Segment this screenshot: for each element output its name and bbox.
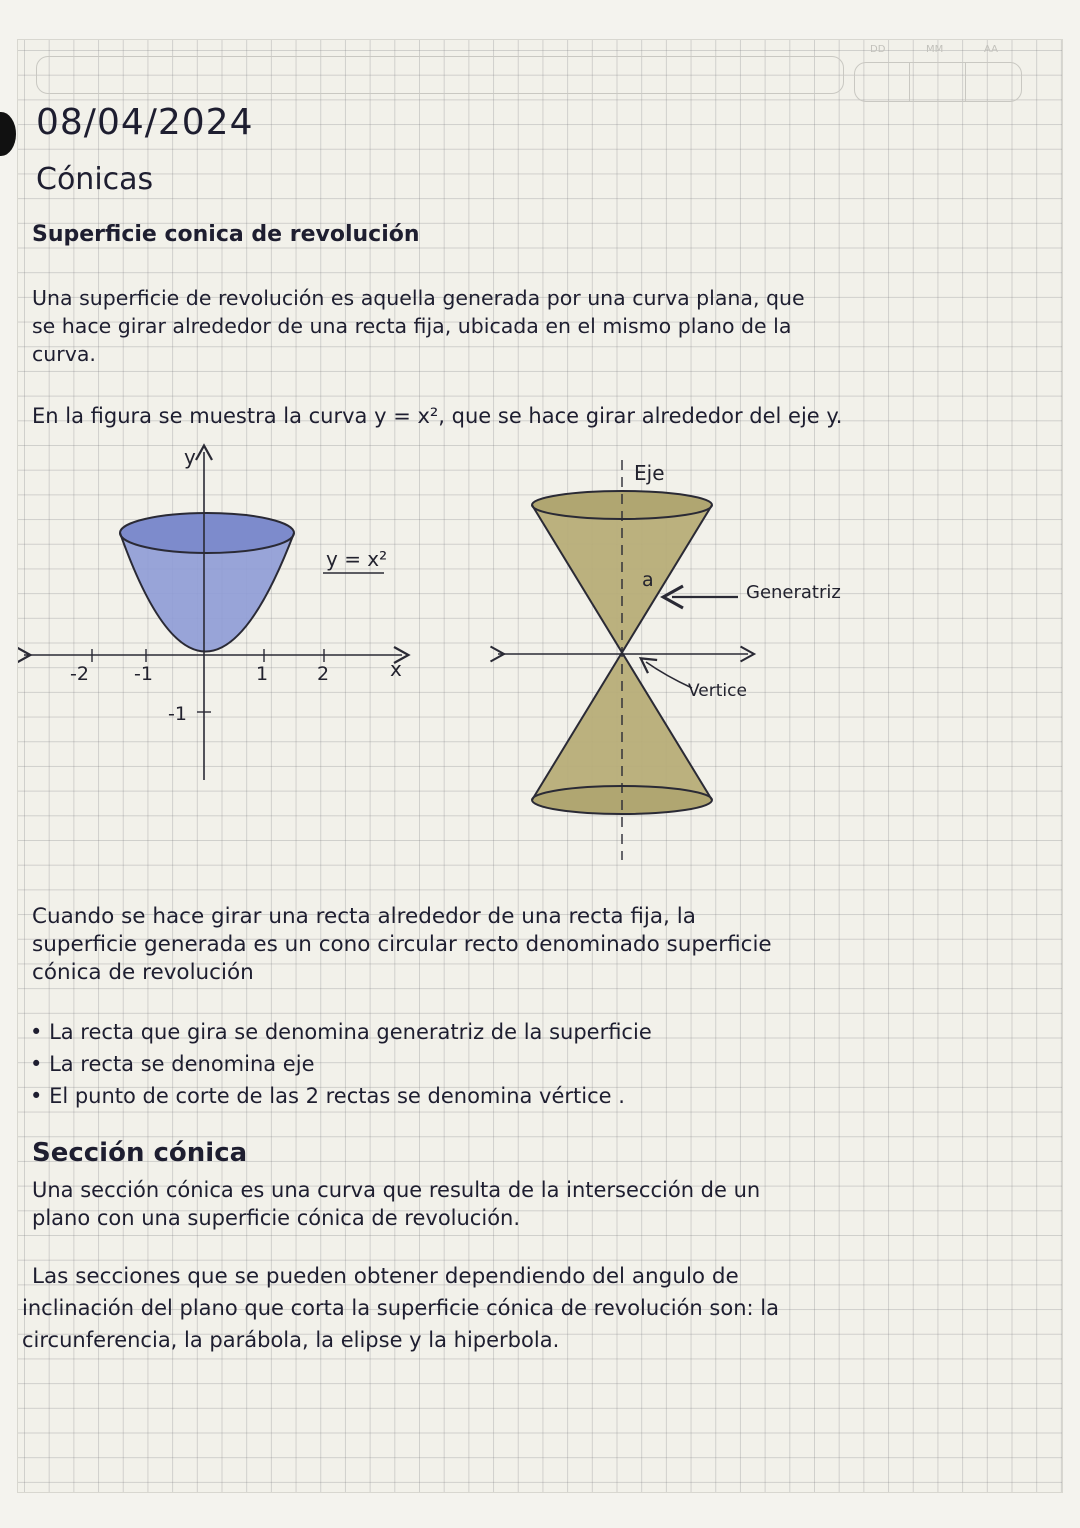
page-title: Cónicas xyxy=(36,162,154,197)
header-title-box xyxy=(36,56,844,94)
paragraph-line: circunferencia, la parábola, la elipse y la hiperbola. xyxy=(22,1328,560,1352)
paragraph-line: cónica de revolución xyxy=(32,960,254,985)
note-date: 08/04/2024 xyxy=(36,102,254,143)
cone-figure xyxy=(470,440,890,880)
axis-label: Eje xyxy=(634,461,665,485)
section-heading-conic: Sección cónica xyxy=(32,1138,248,1168)
y-tick-label: -1 xyxy=(168,703,187,725)
paragraph-line: curva. xyxy=(32,342,96,366)
angle-label: a xyxy=(642,569,654,591)
x-axis-label: x xyxy=(390,657,402,681)
bullet-item: • La recta que gira se denomina generatriz de la superficie xyxy=(30,1020,652,1044)
lower-cone xyxy=(532,654,712,800)
bullet-text: La recta que gira se denomina generatriz de la superficie xyxy=(49,1020,652,1044)
paragraph-line: inclinación del plano que corta la superficie cónica de revolución son: la xyxy=(22,1296,779,1320)
header-date-box xyxy=(854,62,1022,102)
bullet-item: • La recta se denomina eje xyxy=(30,1052,315,1076)
paragraph-line: Cuando se hace girar una recta alrededor de una recta fija, la xyxy=(32,904,696,929)
generatrix-label: Generatriz xyxy=(746,582,841,603)
paragraph-line: plano con una superficie cónica de revolución. xyxy=(32,1206,521,1230)
x-tick-label: -1 xyxy=(134,663,153,685)
binder-hole xyxy=(0,112,16,156)
paragraph-line: Las secciones que se pueden obtener dependiendo del angulo de xyxy=(32,1264,739,1289)
header-mark-day: DD xyxy=(870,44,886,55)
y-axis-label: y xyxy=(184,445,196,469)
paraboloid-rim xyxy=(120,513,294,553)
bullet-text: El punto de corte de las 2 rectas se denomina vértice . xyxy=(49,1084,625,1108)
x-tick-label: 2 xyxy=(317,663,330,685)
x-tick-label: -2 xyxy=(70,663,89,685)
bullet-text: La recta se denomina eje xyxy=(49,1052,315,1076)
paragraph-line: superficie generada es un cono circular recto denominado superficie xyxy=(32,932,772,957)
section-heading-surface: Superficie conica de revolución xyxy=(32,222,420,247)
header-mark-month: MM xyxy=(926,44,944,55)
bullet-item: • El punto de corte de las 2 rectas se denomina vértice . xyxy=(30,1084,625,1108)
x-tick-label: 1 xyxy=(256,663,269,685)
paragraph-line: se hace girar alrededor de una recta fija, ubicada en el mismo plano de la xyxy=(32,314,792,338)
vertex-label: Vertice xyxy=(688,681,747,701)
parabola-figure xyxy=(18,440,438,800)
paragraph-line: Una sección cónica es una curva que resulta de la intersección de un xyxy=(32,1178,761,1202)
paragraph-line: Una superficie de revolución es aquella generada por una curva plana, que xyxy=(32,286,805,310)
header-mark-year: AA xyxy=(984,44,998,55)
figure-intro-text: En la figura se muestra la curva y = x², que se hace girar alrededor del eje y. xyxy=(32,404,843,428)
vertex-arrow xyxy=(646,662,692,688)
curve-label: y = x² xyxy=(326,547,388,571)
